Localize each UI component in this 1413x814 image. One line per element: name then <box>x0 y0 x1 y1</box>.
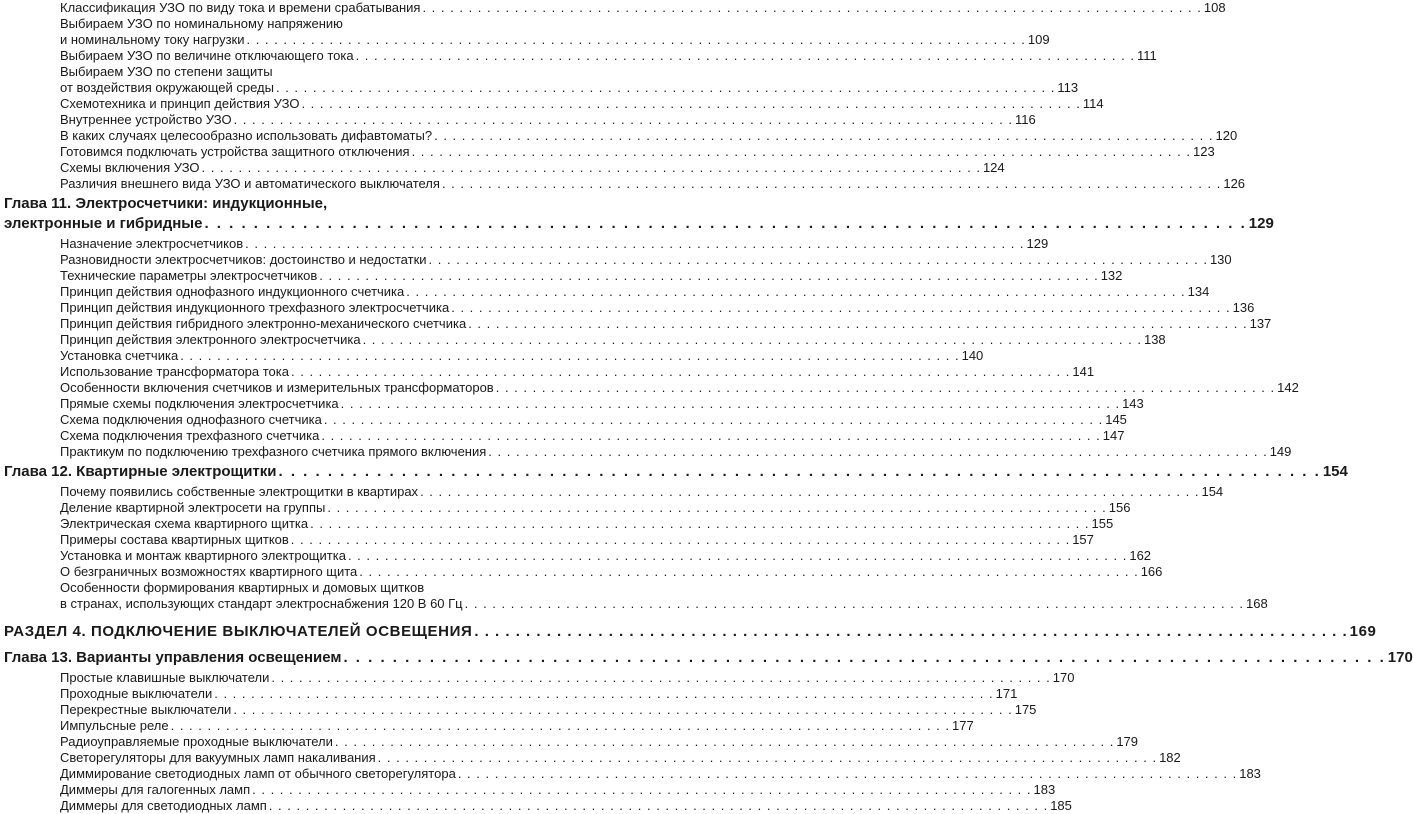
toc-page-number: 120 <box>1215 128 1238 143</box>
toc-entry[interactable] <box>60 252 1232 268</box>
toc-page-number: 141 <box>1072 364 1095 379</box>
dot-leader: . . . . . . . . . . . . . . . . . . . . . . . . . . . . . . . . . . . . . . . . . . . . . . . . . . . . . . . . . . . . . . . . . . . . . . . . . . . . . . . . . . . . . <box>180 348 960 363</box>
dot-leader: . . . . . . . . . . . . . . . . . . . . . . . . . . . . . . . . . . . . . . . . . . . . . . . . . . . . . . . . . . . . . . . . . . . . . . . . . . . . . . . . . . . . . <box>245 236 1025 251</box>
dot-leader: . . . . . . . . . . . . . . . . . . . . . . . . . . . . . . . . . . . . . . . . . . . . . . . . . . . . . . . . . . . . . . . . . . . . . . . . . . . . . . . . . . . . . <box>278 463 1321 480</box>
toc-page-number: 177 <box>952 718 974 733</box>
toc-entry[interactable] <box>60 176 1246 192</box>
toc-chapter[interactable] <box>4 194 1274 234</box>
toc-page-number: 114 <box>1082 96 1104 111</box>
toc-entry-title: Почему появились собственные электрощитки в квартирах <box>60 484 419 499</box>
dot-leader: . . . . . . . . . . . . . . . . . . . . . . . . . . . . . . . . . . . . . . . . . . . . . . . . . . . . . . . . . . . . . . . . . . . . . . . . . . . . . . . . . . . . . <box>347 548 1128 563</box>
dot-leader: . . . . . . . . . . . . . . . . . . . . . . . . . . . . . . . . . . . . . . . . . . . . . . . . . . . . . . . . . . . . . . . . . . . . . . . . . . . . . . . . . . . . . <box>411 144 1191 159</box>
toc-page-number: 147 <box>1102 428 1125 443</box>
toc-entry-title: Светорегуляторы для вакуумных ламп накаливания <box>60 750 376 765</box>
toc-page-number: 168 <box>1246 596 1268 611</box>
dot-leader: . . . . . . . . . . . . . . . . . . . . . . . . . . . . . . . . . . . . . . . . . . . . . . . . . . . . . . . . . . . . . . . . . . . . . . . . . . . . . . . . . . . . . <box>246 32 1026 47</box>
toc-entry[interactable] <box>60 396 1144 412</box>
toc-entry[interactable] <box>60 428 1125 444</box>
toc-entry-title: Принцип действия гибридного электронно-механического счетчика <box>60 316 467 331</box>
toc-page-number: 123 <box>1192 144 1215 159</box>
toc-page-number: 155 <box>1091 516 1114 531</box>
toc-entry-title: Выбираем УЗО по степени защиты <box>60 64 273 79</box>
toc-entry-title: Простые клавишные выключатели <box>60 670 270 685</box>
toc-page-number: 113 <box>1057 80 1079 95</box>
toc-entry-title: Разновидности электросчетчиков: достоинство и недостатки <box>60 252 427 267</box>
toc-entry[interactable] <box>60 332 1166 348</box>
toc-page-number: 179 <box>1116 734 1139 749</box>
toc-entry-title: Выбираем УЗО по номинальному напряжению <box>60 16 343 31</box>
toc-page-number: 126 <box>1223 176 1246 191</box>
dot-leader: . . . . . . . . . . . . . . . . . . . . . . . . . . . . . . . . . . . . . . . . . . . . . . . . . . . . . . . . . . . . . . . . . . . . . . . . . . . . . . . . . . . . . <box>290 532 1071 547</box>
toc-page-number: 145 <box>1105 412 1127 427</box>
toc-entry[interactable] <box>60 0 1226 16</box>
toc-entry-title: Деление квартирной электросети на группы <box>60 500 326 515</box>
toc-page-number: 170 <box>1387 649 1413 666</box>
toc-entry[interactable] <box>60 128 1238 144</box>
dot-leader: . . . . . . . . . . . . . . . . . . . . . . . . . . . . . . . . . . . . . . . . . . . . . . . . . . . . . . . . . . . . . . . . . . . . . . . . . . . . . . . . . . . . . <box>214 686 994 701</box>
toc-entry-title: Схема подключения трехфазного счетчика <box>60 428 320 443</box>
toc-page-number: 109 <box>1027 32 1050 47</box>
toc-page-number: 149 <box>1269 444 1292 459</box>
toc-page-number: 175 <box>1014 702 1037 717</box>
toc-entry-title: Особенности включения счетчиков и измерительных трансформаторов <box>60 380 494 395</box>
toc-page-number: 183 <box>1033 782 1056 797</box>
toc-page-number: 182 <box>1159 750 1181 765</box>
toc-entry[interactable] <box>60 364 1095 380</box>
toc-page-number: 170 <box>1052 670 1075 685</box>
dot-leader: . . . . . . . . . . . . . . . . . . . . . . . . . . . . . . . . . . . . . . . . . . . . . . . . . . . . . . . . . . . . . . . . . . . . . . . . . . . . . . . . . . . . . <box>310 516 1090 531</box>
toc-page-number: 116 <box>1014 112 1036 127</box>
dot-leader: . . . . . . . . . . . . . . . . . . . . . . . . . . . . . . . . . . . . . . . . . . . . . . . . . . . . . . . . . . . . . . . . . . . . . . . . . . . . . . . . . . . . . <box>343 649 1386 666</box>
dot-leader: . . . . . . . . . . . . . . . . . . . . . . . . . . . . . . . . . . . . . . . . . . . . . . . . . . . . . . . . . . . . . . . . . . . . . . . . . . . . . . . . . . . . . <box>319 268 1099 283</box>
dot-leader: . . . . . . . . . . . . . . . . . . . . . . . . . . . . . . . . . . . . . . . . . . . . . . . . . . . . . . . . . . . . . . . . . . . . . . . . . . . . . . . . . . . . . <box>170 718 951 733</box>
toc-entry-title: Диммеры для галогенных ламп <box>60 782 251 797</box>
toc-page-number: 154 <box>1322 463 1348 480</box>
toc-entry-title: Принцип действия индукционного трехфазного электросчетчика <box>60 300 450 315</box>
toc-entry-title: В каких случаях целесообразно использовать дифавтоматы? <box>60 128 433 143</box>
toc-entry[interactable] <box>60 96 1104 112</box>
toc-entry[interactable] <box>60 160 1005 176</box>
dot-leader: . . . . . . . . . . . . . . . . . . . . . . . . . . . . . . . . . . . . . . . . . . . . . . . . . . . . . . . . . . . . . . . . . . . . . . . . . . . . . . . . . . . . . <box>340 396 1121 411</box>
toc-page-number: 157 <box>1072 532 1094 547</box>
toc-entry-title: Использование трансформатора тока <box>60 364 289 379</box>
dot-leader: . . . . . . . . . . . . . . . . . . . . . . . . . . . . . . . . . . . . . . . . . . . . . . . . . . . . . . . . . . . . . . . . . . . . . . . . . . . . . . . . . . . . . <box>422 0 1202 15</box>
toc-entry-title: Готовимся подключать устройства защитного отключения <box>60 144 410 159</box>
toc-entry[interactable] <box>60 548 1152 564</box>
dot-leader: . . . . . . . . . . . . . . . . . . . . . . . . . . . . . . . . . . . . . . . . . . . . . . . . . . . . . . . . . . . . . . . . . . . . . . . . . . . . . . . . . . . . . <box>321 428 1101 443</box>
toc-entry-title: Проходные выключатели <box>60 686 213 701</box>
dot-leader: . . . . . . . . . . . . . . . . . . . . . . . . . . . . . . . . . . . . . . . . . . . . . . . . . . . . . . . . . . . . . . . . . . . . . . . . . . . . . . . . . . . . . <box>468 316 1248 331</box>
toc-entry[interactable] <box>60 564 1163 580</box>
toc-page-number: 129 <box>1026 236 1049 251</box>
dot-leader: . . . . . . . . . . . . . . . . . . . . . . . . . . . . . . . . . . . . . . . . . . . . . . . . . . . . . . . . . . . . . . . . . . . . . . . . . . . . . . . . . . . . . <box>233 702 1013 717</box>
dot-leader: . . . . . . . . . . . . . . . . . . . . . . . . . . . . . . . . . . . . . . . . . . . . . . . . . . . . . . . . . . . . . . . . . . . . . . . . . . . . . . . . . . . . . <box>359 564 1139 579</box>
toc-entry-title: Примеры состава квартирных щитков <box>60 532 289 547</box>
toc-entry[interactable] <box>60 686 1018 702</box>
toc-entry-title: Особенности формирования квартирных и домовых щитков <box>60 580 425 595</box>
dot-leader: . . . . . . . . . . . . . . . . . . . . . . . . . . . . . . . . . . . . . . . . . . . . . . . . . . . . . . . . . . . . . . . . . . . . . . . . . . . . . . . . . . . . . <box>355 48 1135 63</box>
toc-entry-title: Прямые схемы подключения электросчетчика <box>60 396 339 411</box>
dot-leader: . . . . . . . . . . . . . . . . . . . . . . . . . . . . . . . . . . . . . . . . . . . . . . . . . . . . . . . . . . . . . . . . . . . . . . . . . . . . . . . . . . . . . <box>377 750 1158 765</box>
dot-leader: . . . . . . . . . . . . . . . . . . . . . . . . . . . . . . . . . . . . . . . . . . . . . . . . . . . . . . . . . . . . . . . . . . . . . . . . . . . . . . . . . . . . . <box>275 80 1056 95</box>
toc-entry-title: Классификация УЗО по виду тока и времени срабатывания <box>60 0 421 15</box>
dot-leader: . . . . . . . . . . . . . . . . . . . . . . . . . . . . . . . . . . . . . . . . . . . . . . . . . . . . . . . . . . . . . . . . . . . . . . . . . . . . . . . . . . . . . <box>488 444 1268 459</box>
dot-leader: . . . . . . . . . . . . . . . . . . . . . . . . . . . . . . . . . . . . . . . . . . . . . . . . . . . . . . . . . . . . . . . . . . . . . . . . . . . . . . . . . . . . . <box>291 364 1071 379</box>
toc-entry-title: электронные и гибридные <box>4 215 203 232</box>
toc-entry-title: Установка и монтаж квартирного электрощитка <box>60 548 346 563</box>
dot-leader: . . . . . . . . . . . . . . . . . . . . . . . . . . . . . . . . . . . . . . . . . . . . . . . . . . . . . . . . . . . . . . . . . . . . . . . . . . . . . . . . . . . . . <box>204 215 1247 232</box>
toc-page-number: 129 <box>1248 215 1274 232</box>
dot-leader: . . . . . . . . . . . . . . . . . . . . . . . . . . . . . . . . . . . . . . . . . . . . . . . . . . . . . . . . . . . . . . . . . . . . . . . . . . . . . . . . . . . . . <box>434 128 1214 143</box>
toc-entry[interactable] <box>60 112 1036 128</box>
dot-leader: . . . . . . . . . . . . . . . . . . . . . . . . . . . . . . . . . . . . . . . . . . . . . . . . . . . . . . . . . . . . . . . . . . . . . . . . . . . . . . . . . . . . . <box>464 596 1245 611</box>
toc-entry[interactable] <box>60 798 1072 814</box>
toc-entry-title: Внутреннее устройство УЗО <box>60 112 232 127</box>
toc-entry-title: Глава 12. Квартирные электрощитки <box>4 463 277 480</box>
toc-entry[interactable] <box>60 500 1131 516</box>
toc-entry-title: и номинальному току нагрузки <box>60 32 245 47</box>
toc-entry-title: Назначение электросчетчиков <box>60 236 244 251</box>
toc-entry[interactable] <box>60 702 1037 718</box>
toc-entry-title: Электрическая схема квартирного щитка <box>60 516 309 531</box>
toc-entry-title: Схемотехника и принцип действия УЗО <box>60 96 300 111</box>
toc-entry[interactable] <box>60 48 1157 64</box>
toc-entry-title: Принцип действия электронного электросчетчика <box>60 332 361 347</box>
dot-leader: . . . . . . . . . . . . . . . . . . . . . . . . . . . . . . . . . . . . . . . . . . . . . . . . . . . . . . . . . . . . . . . . . . . . . . . . . . . . . . . . . . . . . <box>441 176 1222 191</box>
toc-page-number: 136 <box>1232 300 1255 315</box>
toc-page-number: 156 <box>1108 500 1131 515</box>
toc-page-number: 140 <box>961 348 984 363</box>
toc-page-number: 111 <box>1136 48 1157 63</box>
toc-page-number: 134 <box>1187 284 1210 299</box>
toc-entry-title: Диммирование светодиодных ламп от обычного светорегулятора <box>60 766 456 781</box>
toc-entry-title: РАЗДЕЛ 4. ПОДКЛЮЧЕНИЕ ВЫКЛЮЧАТЕЛЕЙ ОСВЕЩЕНИЯ <box>4 623 473 640</box>
dot-leader: . . . . . . . . . . . . . . . . . . . . . . . . . . . . . . . . . . . . . . . . . . . . . . . . . . . . . . . . . . . . . . . . . . . . . . . . . . . . . . . . . . . . . <box>327 500 1107 515</box>
toc-entry[interactable] <box>60 444 1292 460</box>
toc-entry[interactable] <box>60 144 1215 160</box>
toc-page-number: 185 <box>1050 798 1072 813</box>
toc-entry[interactable] <box>60 64 1079 96</box>
dot-leader: . . . . . . . . . . . . . . . . . . . . . . . . . . . . . . . . . . . . . . . . . . . . . . . . . . . . . . . . . . . . . . . . . . . . . . . . . . . . . . . . . . . . . <box>268 798 1049 813</box>
toc-entry-title: Диммеры для светодиодных ламп <box>60 798 267 813</box>
toc-entry-title: Схема подключения однофазного счетчика <box>60 412 322 427</box>
toc-entry[interactable] <box>60 516 1114 532</box>
toc-entry-title: Перекрестные выключатели <box>60 702 232 717</box>
toc-page-number: 142 <box>1277 380 1299 395</box>
toc-entry[interactable] <box>60 750 1181 766</box>
toc-page-number: 124 <box>982 160 1005 175</box>
toc-entry-title: от воздействия окружающей среды <box>60 80 274 95</box>
toc-entry[interactable] <box>60 316 1272 332</box>
dot-leader: . . . . . . . . . . . . . . . . . . . . . . . . . . . . . . . . . . . . . . . . . . . . . . . . . . . . . . . . . . . . . . . . . . . . . . . . . . . . . . . . . . . . . <box>233 112 1013 127</box>
toc-entry[interactable] <box>60 348 984 364</box>
toc-entry-title: Принцип действия однофазного индукционного счетчика <box>60 284 405 299</box>
dot-leader: . . . . . . . . . . . . . . . . . . . . . . . . . . . . . . . . . . . . . . . . . . . . . . . . . . . . . . . . . . . . . . . . . . . . . . . . . . . . . . . . . . . . . <box>420 484 1200 499</box>
toc-entry-title: Технические параметры электросчетчиков <box>60 268 318 283</box>
dot-leader: . . . . . . . . . . . . . . . . . . . . . . . . . . . . . . . . . . . . . . . . . . . . . . . . . . . . . . . . . . . . . . . . . . . . . . . . . . . . . . . . . . . . . <box>474 623 1348 640</box>
toc-entry[interactable] <box>60 484 1224 500</box>
toc-page-number: 130 <box>1209 252 1232 267</box>
toc-entry[interactable] <box>60 268 1123 284</box>
dot-leader: . . . . . . . . . . . . . . . . . . . . . . . . . . . . . . . . . . . . . . . . . . . . . . . . . . . . . . . . . . . . . . . . . . . . . . . . . . . . . . . . . . . . . <box>271 670 1051 685</box>
toc-entry-title: Практикум по подключению трехфазного счетчика прямого включения <box>60 444 487 459</box>
toc-entry[interactable] <box>60 734 1139 750</box>
toc-entry-title: О безграничных возможностях квартирного щита <box>60 564 358 579</box>
toc-entry-title: Импульсные реле <box>60 718 169 733</box>
toc-page-number: 143 <box>1122 396 1144 411</box>
toc-entry-title: Глава 13. Варианты управления освещением <box>4 649 342 666</box>
toc-entry[interactable] <box>60 16 1050 48</box>
toc-entry[interactable] <box>60 532 1094 548</box>
toc-entry[interactable] <box>60 782 1056 798</box>
dot-leader: . . . . . . . . . . . . . . . . . . . . . . . . . . . . . . . . . . . . . . . . . . . . . . . . . . . . . . . . . . . . . . . . . . . . . . . . . . . . . . . . . . . . . <box>252 782 1032 797</box>
toc-entry-title: Схемы включения УЗО <box>60 160 200 175</box>
toc-page-number: 166 <box>1140 564 1163 579</box>
toc-page-number: 137 <box>1249 316 1272 331</box>
toc-entry-title: Выбираем УЗО по величине отключающего тока <box>60 48 354 63</box>
toc-page-number: 169 <box>1349 623 1377 640</box>
toc-entry[interactable] <box>60 284 1210 300</box>
toc-page-number: 138 <box>1143 332 1166 347</box>
toc-page-number: 162 <box>1129 548 1152 563</box>
toc-page-number: 108 <box>1203 0 1226 15</box>
dot-leader: . . . . . . . . . . . . . . . . . . . . . . . . . . . . . . . . . . . . . . . . . . . . . . . . . . . . . . . . . . . . . . . . . . . . . . . . . . . . . . . . . . . . . <box>428 252 1208 267</box>
toc-entry[interactable] <box>60 718 974 734</box>
toc-entry-title: в странах, использующих стандарт электроснабжения 120 В 60 Гц <box>60 596 463 611</box>
dot-leader: . . . . . . . . . . . . . . . . . . . . . . . . . . . . . . . . . . . . . . . . . . . . . . . . . . . . . . . . . . . . . . . . . . . . . . . . . . . . . . . . . . . . . <box>495 380 1276 395</box>
toc-entry[interactable] <box>60 412 1127 428</box>
toc-entry-title: Различия внешнего вида УЗО и автоматического выключателя <box>60 176 440 191</box>
dot-leader: . . . . . . . . . . . . . . . . . . . . . . . . . . . . . . . . . . . . . . . . . . . . . . . . . . . . . . . . . . . . . . . . . . . . . . . . . . . . . . . . . . . . . <box>451 300 1231 315</box>
toc-chapter[interactable] <box>4 648 1413 668</box>
toc-entry[interactable] <box>60 670 1075 686</box>
dot-leader: . . . . . . . . . . . . . . . . . . . . . . . . . . . . . . . . . . . . . . . . . . . . . . . . . . . . . . . . . . . . . . . . . . . . . . . . . . . . . . . . . . . . . <box>457 766 1238 781</box>
toc-entry[interactable] <box>60 766 1261 782</box>
dot-leader: . . . . . . . . . . . . . . . . . . . . . . . . . . . . . . . . . . . . . . . . . . . . . . . . . . . . . . . . . . . . . . . . . . . . . . . . . . . . . . . . . . . . . <box>201 160 981 175</box>
toc-entry-title: Установка счетчика <box>60 348 179 363</box>
toc-chapter[interactable] <box>4 462 1348 482</box>
toc-entry-title: Радиоуправляемые проходные выключатели <box>60 734 333 749</box>
toc-page-number: 183 <box>1239 766 1261 781</box>
toc-page-number: 132 <box>1100 268 1123 283</box>
dot-leader: . . . . . . . . . . . . . . . . . . . . . . . . . . . . . . . . . . . . . . . . . . . . . . . . . . . . . . . . . . . . . . . . . . . . . . . . . . . . . . . . . . . . . <box>323 412 1104 427</box>
toc-entry[interactable] <box>60 300 1255 316</box>
toc-page-number: 171 <box>995 686 1018 701</box>
dot-leader: . . . . . . . . . . . . . . . . . . . . . . . . . . . . . . . . . . . . . . . . . . . . . . . . . . . . . . . . . . . . . . . . . . . . . . . . . . . . . . . . . . . . . <box>362 332 1142 347</box>
dot-leader: . . . . . . . . . . . . . . . . . . . . . . . . . . . . . . . . . . . . . . . . . . . . . . . . . . . . . . . . . . . . . . . . . . . . . . . . . . . . . . . . . . . . . <box>406 284 1186 299</box>
toc-section[interactable] <box>4 622 1377 642</box>
toc-entry[interactable] <box>60 236 1049 252</box>
toc-entry[interactable] <box>60 380 1299 396</box>
toc-entry-title: Глава 11. Электросчетчики: индукционные, <box>4 195 328 212</box>
toc-entry[interactable] <box>60 580 1268 612</box>
dot-leader: . . . . . . . . . . . . . . . . . . . . . . . . . . . . . . . . . . . . . . . . . . . . . . . . . . . . . . . . . . . . . . . . . . . . . . . . . . . . . . . . . . . . . <box>301 96 1081 111</box>
dot-leader: . . . . . . . . . . . . . . . . . . . . . . . . . . . . . . . . . . . . . . . . . . . . . . . . . . . . . . . . . . . . . . . . . . . . . . . . . . . . . . . . . . . . . <box>334 734 1115 749</box>
toc-page-number: 154 <box>1201 484 1224 499</box>
